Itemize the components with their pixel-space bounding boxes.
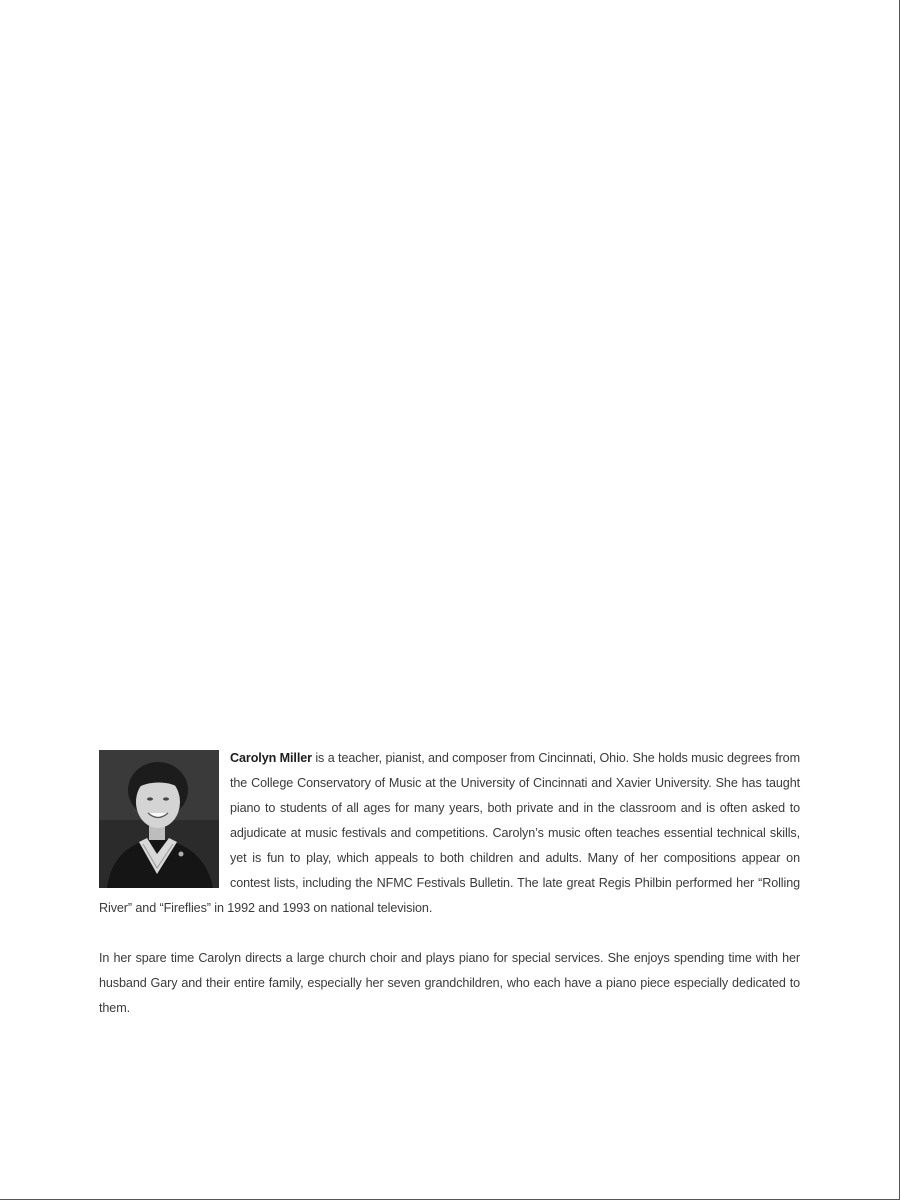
- portrait-photo-icon: [99, 750, 219, 888]
- bio-paragraph-2: In her spare time Carolyn directs a large church choir and plays piano for special services. She enjoys spending time with her husband Gary and their entire family, especially her seven grandchildren, who each have a piano piece especially dedicated to them.: [99, 951, 800, 1015]
- author-name: Carolyn Miller: [230, 751, 312, 765]
- author-bio: [99, 746, 800, 1021]
- author-portrait-photo: [99, 750, 219, 888]
- bio-paragraph-1-text: is a teacher, pianist, and composer from Cincinnati, Ohio. She holds music degrees from the College Conservatory of Music at the University of Cincinnati and Xavier University. She has taught piano to students of all ages for many years, both private and in the classroom and is often asked to adjudicate at music festivals and competitions. Carolyn’s music often teaches essential technical skills, yet is fun to play, which appeals to both children and adults. Many of her compositions appear on contest lists, including the NFMC Festivals Bulletin. The late great Regis Philbin performed her “Rolling River” and “Fireflies” in 1992 and 1993 on national television.: [99, 751, 800, 915]
